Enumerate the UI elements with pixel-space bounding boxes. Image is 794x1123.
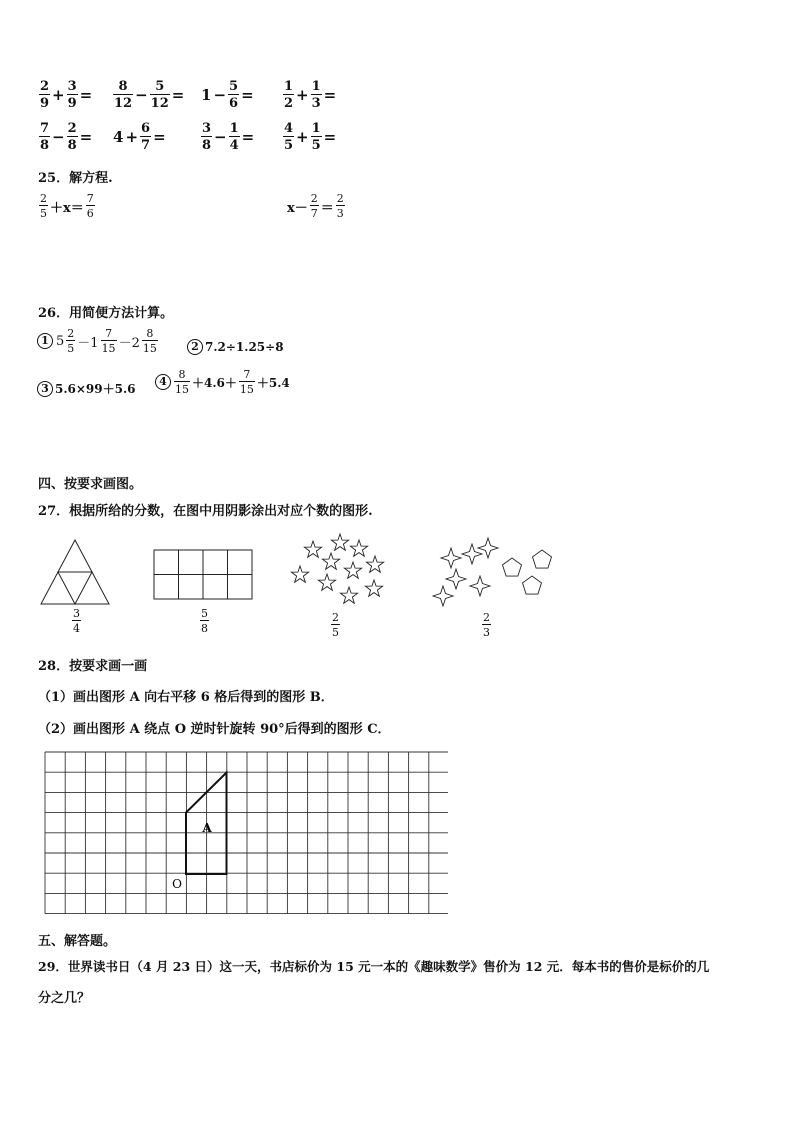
- denominator: 12: [114, 96, 133, 111]
- section-5-heading: 五、解答题。: [38, 934, 117, 949]
- denominator: 6: [86, 207, 94, 220]
- arith-2: [112, 80, 185, 110]
- equals: =: [79, 86, 93, 104]
- denominator: 15: [239, 383, 254, 396]
- equation-prefix: x－: [287, 200, 308, 216]
- q29-line-2: 分之几？: [38, 991, 91, 1006]
- drawing-grid: [40, 750, 448, 922]
- operator: −: [52, 128, 65, 146]
- denominator: 5: [332, 626, 339, 639]
- stars-pentagons-fraction: [481, 612, 492, 638]
- numerator: 7: [105, 327, 113, 340]
- denominator: 5: [67, 342, 75, 355]
- operator: +: [296, 86, 309, 104]
- equals: =: [323, 86, 337, 104]
- q28-instruction-1: （1）画出图形 A 向右平移 6 格后得到的图形 B．: [38, 690, 334, 705]
- q28-instruction-2: （2）画出图形 A 绕点 O 逆时针旋转 90°后得到的图形 C．: [38, 722, 391, 737]
- numerator: 1: [284, 79, 294, 94]
- denominator: 7: [141, 138, 151, 153]
- denominator: 6: [229, 96, 239, 111]
- denominator: 15: [142, 342, 157, 355]
- section-4-heading: 四、按要求画图。: [38, 477, 143, 492]
- numerator: 7: [40, 121, 50, 136]
- numerator: 2: [67, 327, 75, 340]
- numerator: 2: [483, 611, 490, 624]
- denominator: 15: [175, 383, 189, 396]
- numerator: 8: [146, 327, 154, 340]
- five-point-stars-figure: [287, 530, 392, 610]
- numerator: 7: [243, 368, 251, 381]
- q25-equation-1: [38, 193, 96, 219]
- operator: ＋4.6＋: [192, 375, 237, 390]
- operator: ＋5.4: [256, 375, 290, 390]
- q28-title: 28．按要求画一画: [38, 659, 148, 674]
- numerator: 5: [229, 79, 239, 94]
- numerator: 2: [310, 192, 318, 205]
- denominator: 5: [311, 138, 321, 153]
- denominator: 3: [336, 207, 344, 220]
- numerator: 8: [118, 79, 128, 94]
- equals: =: [323, 128, 337, 146]
- equation-middle: ＋x＝: [50, 200, 84, 216]
- circled-number: 3: [37, 381, 53, 397]
- numerator: 5: [155, 79, 165, 94]
- q26-problem-4: [155, 369, 291, 395]
- denominator: 12: [150, 96, 169, 111]
- arith-7: [200, 122, 255, 152]
- q25-title: 25．解方程.: [38, 171, 113, 186]
- circled-number: 1: [37, 333, 53, 349]
- whole-number: 1: [201, 86, 212, 104]
- operator: －2: [118, 335, 140, 351]
- equation-middle: ＝: [320, 200, 334, 216]
- whole-number: 4: [113, 128, 124, 146]
- operator: −: [214, 128, 227, 146]
- q26-title: 26．用简便方法计算。: [38, 306, 174, 321]
- denominator: 4: [229, 138, 239, 153]
- triangle-fraction: [71, 608, 82, 634]
- denominator: 5: [40, 207, 47, 220]
- equals: =: [241, 86, 254, 104]
- four-point-stars-and-pentagons-figure: [432, 536, 557, 608]
- arith-1: [38, 80, 93, 110]
- operator: －1: [77, 335, 99, 351]
- denominator: 4: [73, 622, 80, 635]
- circled-number: 2: [187, 339, 203, 355]
- rectangle-grid-figure: [152, 548, 256, 602]
- denominator: 7: [310, 207, 318, 220]
- operator: +: [52, 86, 65, 104]
- q25-equation-2: [286, 193, 346, 219]
- denominator: 15: [101, 342, 116, 355]
- denominator: 8: [40, 138, 50, 153]
- numerator: 7: [86, 192, 94, 205]
- numerator: 3: [202, 121, 212, 136]
- grid-lines: [45, 752, 448, 914]
- denominator: 2: [284, 96, 294, 111]
- numerator: 2: [332, 611, 339, 624]
- arith-6: [112, 122, 167, 152]
- q29-line-1: 29．世界读书日（4 月 23 日）这一天，书店标价为 15 元一本的《趣味数学》售价为 12 元．每本书的售价是标价的几: [38, 959, 710, 974]
- equals: =: [153, 128, 166, 146]
- problem-text: 7.2÷1.25÷8: [205, 340, 284, 354]
- arith-3: [200, 80, 255, 110]
- numerator: 3: [67, 79, 77, 94]
- denominator: 3: [483, 626, 490, 639]
- q27-title: 27．根据所给的分数，在图中用阴影涂出对应个数的图形.: [38, 504, 373, 519]
- denominator: 9: [40, 96, 50, 111]
- numerator: 1: [311, 121, 321, 136]
- operator: +: [296, 128, 309, 146]
- operator: −: [213, 86, 227, 104]
- denominator: 8: [202, 138, 212, 153]
- denominator: 3: [311, 96, 321, 111]
- equals: =: [171, 86, 185, 104]
- equals: =: [241, 128, 255, 146]
- denominator: 8: [201, 622, 208, 635]
- stars-fraction: [330, 612, 341, 638]
- rectangle-fraction: [199, 608, 210, 634]
- problem-text: 5.6×99＋5.6: [55, 382, 136, 396]
- numerator: 5: [201, 607, 208, 620]
- denominator: 9: [67, 96, 77, 111]
- operator: −: [135, 86, 148, 104]
- numerator: 8: [178, 368, 186, 381]
- denominator: 5: [284, 138, 294, 153]
- numerator: 2: [67, 121, 77, 136]
- numerator: 6: [141, 121, 151, 136]
- q26-problem-3: [37, 380, 136, 397]
- whole-number: 5: [56, 333, 65, 349]
- numerator: 2: [336, 192, 344, 205]
- numerator: 2: [40, 192, 47, 205]
- arith-5: [38, 122, 93, 152]
- numerator: 4: [284, 121, 294, 136]
- shape-a-label: A: [202, 821, 212, 835]
- denominator: 8: [67, 138, 77, 153]
- point-o-label: O: [172, 877, 182, 891]
- numerator: 1: [229, 121, 239, 136]
- q26-problem-2: [187, 339, 284, 355]
- circled-number: 4: [155, 374, 171, 390]
- q26-problem-1: [37, 328, 159, 354]
- arith-4: [282, 80, 337, 110]
- numerator: 1: [311, 79, 321, 94]
- triangle-figure: [38, 538, 118, 608]
- numerator: 3: [73, 607, 80, 620]
- arith-8: [282, 122, 337, 152]
- operator: +: [125, 128, 139, 146]
- numerator: 2: [40, 79, 50, 94]
- equals: =: [79, 128, 93, 146]
